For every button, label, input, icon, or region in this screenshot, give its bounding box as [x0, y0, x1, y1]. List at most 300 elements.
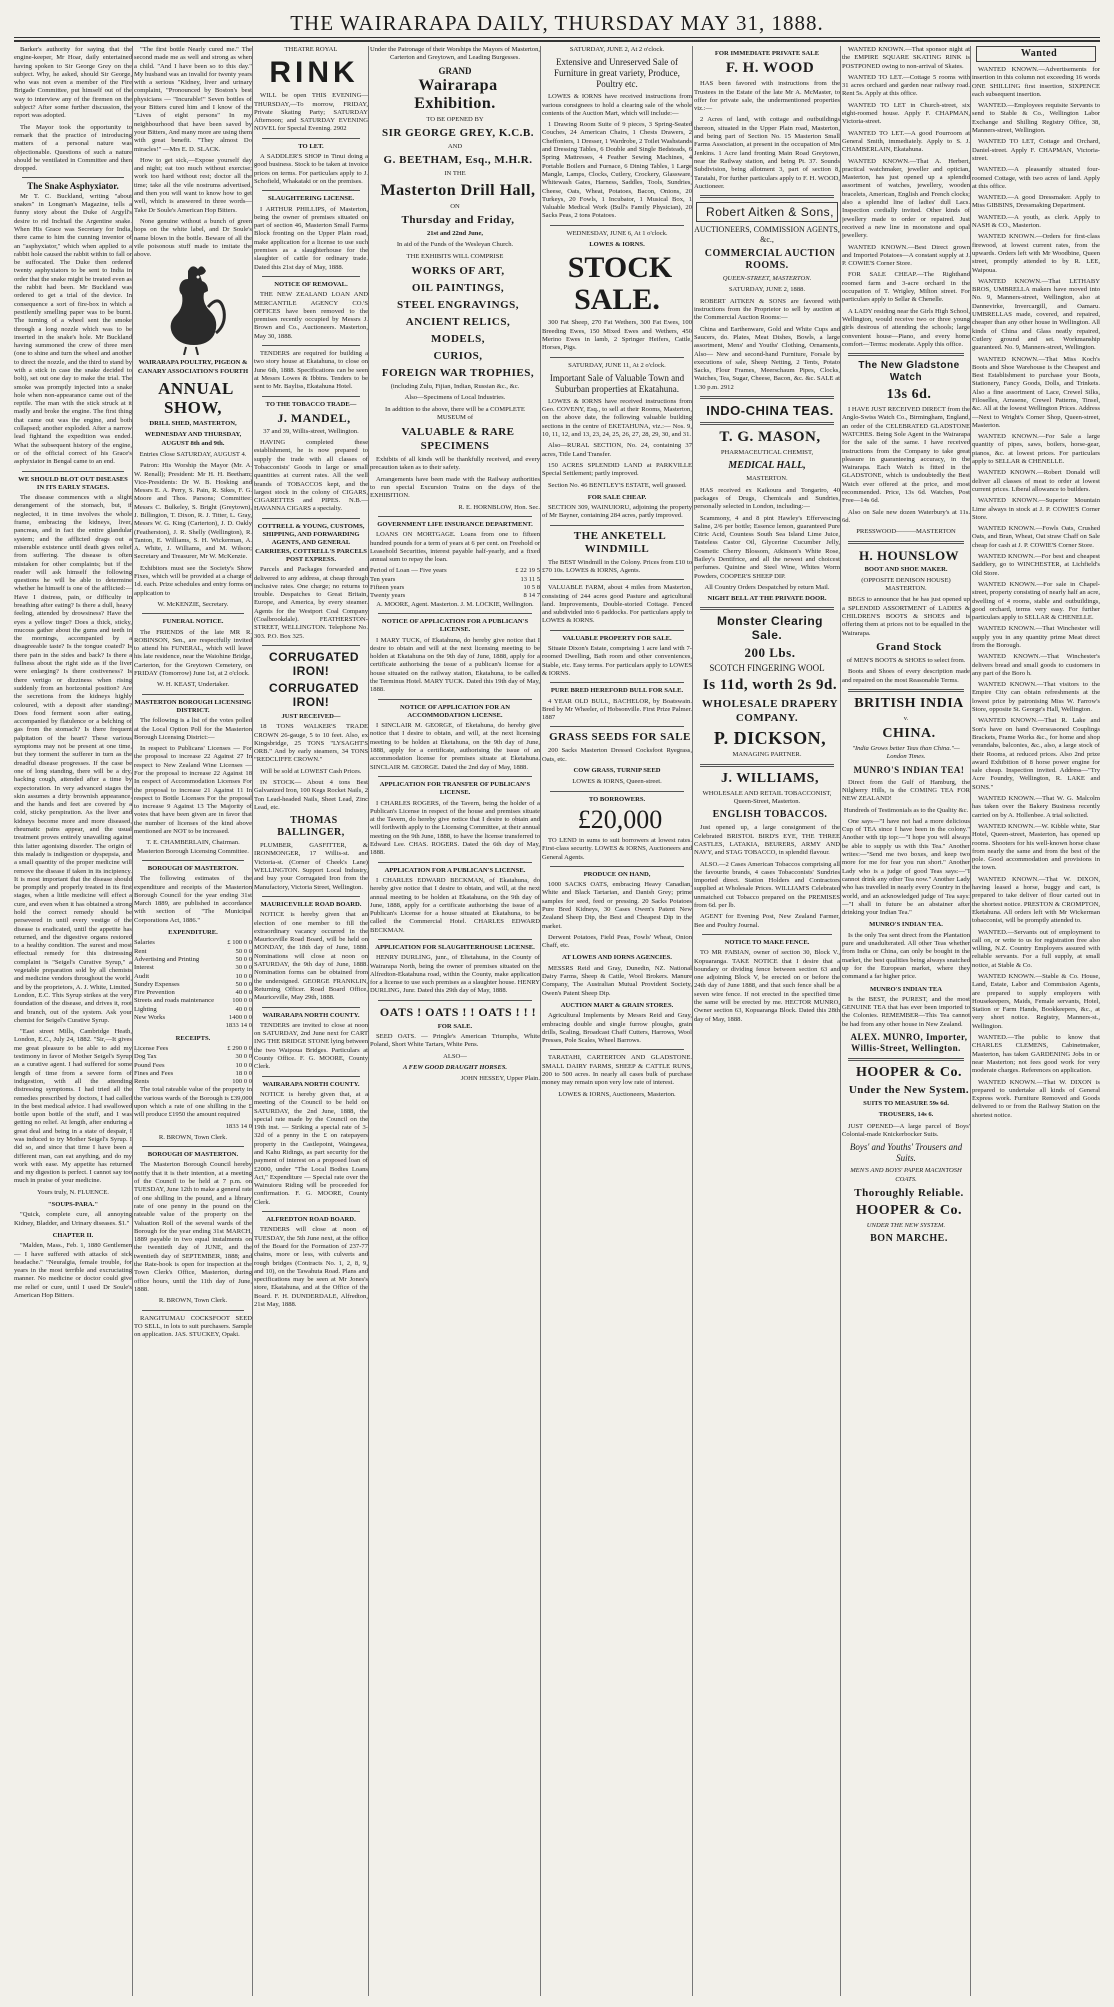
wanted-ad: WANTED KNOWN.—That W. DIXON, having leased a horse, buggy and cart, is prepared to take deliver of flour carted out in the shortest notice. PRESTON & CROMPTON, Eketahuna. All orders left with Mr Wickerman tobacconist, will be promptly attended to. [972, 875, 1100, 925]
wanted-ad: WANTED KNOWN.—That LETHABY BROS, UMBRELLA makers have moved into No. 9, Manners-street, Wellington, also at Dannevirke, Invercargill, and Oamaru. UMBRELLAS made, covered, and repaired, cheaper than any other house in Wellington. All kinds of China and Glass neatly repaired, Cutlery ground and set. Workmanship guaranteed. No. 9, Manners-street, Wellington. [972, 277, 1100, 352]
receipts-heading: RECEIPTS. [175, 1034, 211, 1042]
agencies-text: MESSRS Reid and Gray, Dunedin, NZ. National Dairy Farms, Sheep & Cattle, Wool Brokers. Manure Company, The Australian Mutual Provident Society, Owen's Patent Sheep Dip. [542, 964, 692, 997]
north-county-2-heading: WAIRARAPA NORTH COUNTY. [262, 1080, 360, 1088]
boys-trousers: Boys' and Youths' Trousers and Suits. [849, 1142, 963, 1164]
hounslow-address: (OPPOSITE DENISON HOUSE) MASTERTON. [861, 576, 951, 593]
dickson-title: MANAGING PARTNER. [732, 751, 802, 759]
expenditure-heading: EXPENDITURE. [168, 929, 218, 937]
iron-lines: 18 TONS WALKER'S TRADE CROWN 26-gauge, 5 to 10 feet. Also, ex Kingsbridge, 25 TONS "LYSAGHT'S ORB." And by early steamers, 34 TONS "REDCLIFFE CROWN." [254, 723, 368, 764]
bull-text: 4 YEAR OLD BULL, BACHELOR, by Boatswain. Bred by Mr Wheeler, of Hobsonville. First Prize Palmer. 1887 [542, 697, 692, 722]
loan-period-row [370, 576, 540, 584]
exhibit-oil: OIL PAINTINGS, [411, 281, 505, 294]
important-heading: Important Sale of Valuable Town and Suburban properties at Ekatahuna. [549, 372, 685, 394]
mason-text: HAS received ex Kaikoura and Tongariro, 40 packages of Drugs, Chemicals and Sundries, personally selected in London, including:— [694, 486, 840, 511]
exhibition-dates: 21st and 22nd June, [426, 230, 484, 238]
under-new-system: UNDER THE NEW SYSTEM. [866, 1221, 946, 1229]
mason-name: T. G. MASON, [719, 429, 821, 446]
for-sale-cheap-text: SECTION 309, WAINUIORU, adjoining the property of Mr Bayner, containing 284 acres, partly improved. [542, 504, 692, 520]
licensing-votes: In respect to Publicans' Licenses — For the proposal to increase 22 Against 27 In respect to New Zealand Wine Licenses — For the proposal to increase 22 Against 18 In respect of Accommodation Licenses For the proposal to increase 21 Against 11 In respect to Bottle Licenses For the proposal to increase 9 Against 13 The Majority of votes that have been given are in favor that the number of licenses of the kind above mentioned are NOT to be increased. [134, 745, 252, 836]
wanted-ad: WANTED KNOWN.—W. Kibble white, Star Hotel, Queen-street, Masterton, has opened up rooms. Shooters for his well-known horse chase from nearly the same and from the best of the pole. Good accommodation and provisions in the town. [972, 822, 1100, 872]
aitken-name: Robert Aitken & Sons, [696, 202, 838, 222]
aitken-date: SATURDAY, JUNE 2, 1888. [728, 286, 806, 294]
mens-coats: MEN'S AND BOYS' PAPER MACINTOSH COATS. [850, 1167, 962, 1183]
row-label: Twenty years [370, 592, 406, 600]
exhibit-complete: In addition to the above, there will be a COMPLETE MUSEUM of [385, 405, 525, 421]
wanted-ad: WANTED KNOWN.—Superior Mountain Lime always in stock at J. P. COWIE'S Corner Store. [972, 497, 1100, 521]
north-county-2-text: NOTICE is hereby given that, at a meeting of the Council to be held on SATURDAY, the 2nd June, 1888, the special rate made by the Council on the 19th inst. — Striking a special rate of 3-32d of a penny in the £ on ratepayers property in the Castlepoint, Waingawa, and Kahu Ridings, as part security for the payment of interest on a proposed loan of £2000, under "The Local Bodies Loans Act," Expenditure — Special rate over the Wainuioru Riding will be proceeded for confirmation. F. G. MOORE, County Clerk. [254, 1090, 368, 1206]
bull-heading: PURE BRED HEREFORD BULL FOR SALE. [550, 687, 684, 695]
exhibit-valuable: VALUABLE & RARE SPECIMENS [401, 426, 515, 453]
wanted-ad: WANTED KNOWN.—For sale in Chapel-street, property consisting of nearly half an acre, dwelling of 4 rooms, stable and outbuildings, good orchard, terms very easy. For further particulars apply to SELLAR & CHENELLE. [972, 580, 1100, 622]
on-label: ON [450, 202, 460, 210]
also-label: ALSO— [443, 1052, 467, 1060]
fence-heading: NOTICE TO MAKE FENCE. [724, 938, 810, 946]
rink-subtitle: THEATRE ROYAL [284, 46, 338, 53]
funeral-heading: FUNERAL NOTICE. [162, 618, 224, 626]
munro-heading: MUNRO'S INDIAN TEA! [853, 764, 965, 775]
row-label: Ten years [370, 575, 396, 583]
licensing-signature: T. E. CHAMBERLAIN, Chairman. Masterton Borough Licensing Committee. [137, 839, 249, 855]
row-amount: 50 0 0 [235, 947, 252, 955]
wanted-ad: WANTED.—Employees requisite Servants to send to Stable & Co., Wellington Labor Exchange and Shilling Registry Office, 38, Manners-street, Wellington. [972, 102, 1100, 135]
license-heading: NOTICE OF APPLICATION FOR A PUBLICAN'S LICENSE. [381, 617, 529, 634]
aitken-text: ROBERT AITKEN & SONS are favored with instructions from the Proprietor to sell by auction at the Commercial Auction Rooms:— [694, 297, 840, 322]
expenditure-row [134, 989, 252, 997]
slaughter-heading: SLAUGHTERING LICENSE. [267, 195, 355, 203]
wanted-ad: WANTED KNOWN.—Robert Donald will deliver all classes of meat to order at lowest current prices. Liberal allowance to builders. [972, 469, 1100, 493]
expenditure-row [134, 948, 252, 956]
cow-grass: COW GRASS, TURNIP SEED [573, 767, 661, 775]
hounslow-text: BEGS to announce that he has just opened up a SPLENDID ASSORTMENT of LADIES & CHILDREN'S BOOTS & SHOES and is offering them at prices not to be equalled in the Wairarapa. [842, 596, 970, 637]
oats-heading: OATS ! OATS ! ! OATS ! ! ! [379, 1004, 537, 1019]
row-amount: 40 0 0 [235, 989, 252, 997]
and-label: AND [447, 143, 463, 151]
mandel-address: 37 and 39, Willis-street, Wellington. [263, 427, 359, 435]
windmill-text: The BEST Windmill in the Colony. Prices from £10 to £70 10s. LOWES & IORNS, Agents. [542, 558, 692, 574]
gladstone-heading: The New Gladstone Watch [858, 360, 960, 384]
accom-text: I SINCLAIR M. GEORGE, of Eketahuna, do hereby give notice that I desire to obtain, and will, at the next licensing meeting to be holden at Eketahuna, on the 9th day of June, 1888, apply for a certificate, authorising the issue of an accommodation license for premises situate at Eketahuna. SINCLAIR M. GEORGE. Dated the 2nd day of May, 1888. [370, 722, 540, 771]
iron-note: Will be sold at LOWEST Cash Prices. [260, 767, 362, 775]
mauriceville-text: NOTICE is hereby given that an election of one member to fill the extraordinary vacancy occurred in the Mauriceville Road Board, will be held on MONDAY, the 18th day of June, 1888. Nominations will close at noon on SATURDAY, the 9th day of June, 1888. Nomination forms can be obtained from the undersigned. GEORGE FRANKLIN, Returning Officer. Road Board Office, Mauriceville, May 29th, 1888. [254, 911, 368, 1002]
exhibition-patron: Under the Patronage of their Worships the Mayors of Masterton, Carterton and Greytown, and Leading Burgesses. [370, 46, 541, 62]
article-text: The Mayor took the opportunity to remark that the practice of introducing matters of a personal nature was objectionable. Questions of such a nature should be ventilated in Committee and then dropped. [14, 123, 132, 173]
bentley-text: Section No. 46 BENTLEY'S ESTATE, well grassed. [548, 481, 687, 489]
receipts-row [134, 1045, 252, 1053]
gladstone-price: 13s 6d. [886, 387, 932, 403]
slaughterhouse-text: HENRY DURLING, junr., of Elietahuna, in the County of Wairarapa North, being the owner of premises situated on the Alfredton-Ekatahuna road, within the County, make application for a license to use such premises as a slaughter house. HENRY DURLING, Junr. Dated this 29th day of May, 1888. [370, 954, 540, 995]
show-note: Exhibitors must see the Society's Show Fixes, which will be provided at a charge of 1d. each. Prize schedules and entry forms on application to [134, 564, 252, 597]
govt-heading: GOVERNMENT LIFE INSURANCE DEPARTMENT. [377, 520, 533, 528]
row-amount: 50 0 0 [235, 955, 252, 963]
row-label: Salaries [134, 939, 155, 947]
ballinger-text: PLUMBER, GASFITTER, & IRONMONGER, 17 Willis-st. and Victoria-st. (Corner of Cheek's Lane) WELLINGTON. Support Local Industry, and buy your Corrugated Iron from the Manufactory, Victoria Street, Wellington. [254, 842, 368, 891]
alfredton-text: TENDERS will close at noon of TUESDAY, the 5th June next, at the office of the Board for the Formation of 237-77 chains, more or less, with culverts and rough bridges (Contracts No. 1, 2, 8, 9, and 10), on the Tawahuta Road. Plans and specifications may be seen at Mr Jones's store, Ekatahuna, and at the Office of the Board. F. H. DUNDERDALE, Alfredton, 21st May, 1888. [254, 1226, 368, 1309]
auction-text: Agricultural Implements by Messrs Reid and Gray, embracing double and single furrow ploughs, grain drills, Scaling, Broadcast Chaff Cutters, Harrows, Wool Presses, Pole Scales, Wheel Barrows. [542, 1012, 692, 1045]
will-comprise: THE EXHIBITS WILL COMPRISE [406, 252, 504, 260]
times-quote: "India Grows better Teas than China."— London Times. [852, 745, 960, 761]
munro3-heading: MUNRO'S INDIAN TEA. [869, 921, 943, 929]
north-county-heading: WAIRARAPA NORTH COUNTY. [262, 1011, 360, 1019]
borough-text: The following estimates of the expenditure and receipts of the Masterton Borough Council for the year ending 31st March 1889, are published in accordance with section of "The Municipal Corporations Act, 1886." [134, 875, 252, 924]
removal-text: THE NEW ZEALAND LOAN AND MERCANTILE AGENCY CO.'S OFFICES have been removed to the premises recently occupied by Messrs J. Brown and Co., Auctioneers. Masterton, May 30, 1888. [254, 291, 368, 340]
just-received: JUST RECEIVED— [281, 712, 341, 720]
williams-name: J. WILLIAMS, [721, 770, 819, 786]
row-amount: 40 0 0 [235, 1005, 252, 1013]
opener-beetham: G. BEETHAM, Esq., M.H.R. [383, 154, 533, 167]
wanted-ad: WANTED TO LET.—Cottage 5 rooms with 31 acres orchard and garden near railway road. Rent 5s. Apply at this office. [842, 73, 970, 98]
rural-text: Also—RURAL SECTION, No. 24, containing 37 acres, Title Land Transfer. [542, 442, 692, 458]
grand-stock-text: of MEN'S BOOTS & SHOES to select from. [846, 656, 966, 664]
stock-lines: 300 Fat Sheep, 270 Fat Wethers, 300 Fat Ewes, 100 Breeding Ewes, 150 Mixed Ewes and Wethers, 450 Merino Ewes in lamb, 2 Springer Heifers, Cattle, Horses, Pigs. [542, 319, 692, 352]
wanted-ad: WANTED KNOWN.—That Winchester's delivers bread and small goods to customers in any part of the Boro h. [972, 653, 1100, 677]
wanted-ad: WANTED KNOWN.—That Winchester will supply you in any quantity prime Meat direct from the Borough. [972, 625, 1100, 649]
expenditure-total: 1833 14 0 [225, 1022, 252, 1030]
wood-lines: 2 Acres of land, with cottage and outbuildings thereon, situated in the Upper Plain road, Masterton, and being part of Section No. 15 Masterton Small Farms Association, at present in the occupation of Mrs Jenkins. 1 Acre land fronting Main Road Greytown, near the Railway station, and being Pt. 37. Sounds Subdivision, being allotment 3, part of section 8, Taratahi, For further particulars apply to F. H. WOOD, Auctioneer. [694, 116, 840, 190]
row-label: Fire Prevention [134, 989, 175, 997]
trousers-price: TROUSERS, 14s 6. [878, 1111, 934, 1119]
borough2-text: The Masterton Borough Council hereby notify that it is their intention, at a meeting of the Council to be held at 7 p.m. on TUESDAY, June 12th to make a general rate of one shilling in the pound, and a library rate of one penny in the pound on the rateable value of the property on the Valuation Roll of the several wards of the Borough for the year ending 31st MARCH, 1889 payable in two equal instalments on the twentieth day of JUNE, and the twentieth day of SEPTEMBER, 1888; and the Rate-book is open for inspection at the Town Clerk's Office, Masterton, during office hours, until the 11th day of June, 1888. [134, 1161, 252, 1293]
row-amount: 1400 0 0 [228, 1014, 252, 1022]
exhibit-text: Exhibits of all kinds will be thankfully received, and every precaution taken as to their safety. [370, 456, 540, 472]
row-label: Sundry Expenses [134, 980, 180, 988]
opened-by: TO BE OPENED BY [426, 115, 484, 123]
publican-text: I CHARLES EDWARD BECKMAN, of Ekatahuna, do hereby give notice that I desire to obtain, and will, at the next annual meeting to be holden at Ekatahuna, on the 9th day of June, 1888, apply for a certificate authorising the issue of a Publican's License for a house situated at Ekatahuna, to be called the Commercial Hotel. CHARLES EDWARD BECKMAN. [370, 876, 540, 934]
venue: Masterton Drill Hall, [380, 181, 536, 199]
opener-grey: SIR GEORGE GREY, K.C.B. [382, 127, 534, 140]
article-heading: CHAPTER II. [52, 1231, 94, 1239]
wanted-heading: Wanted [976, 46, 1096, 62]
corrugated-heading: CORRUGATED IRON! [268, 649, 360, 678]
exhibit-models: MODELS, [431, 332, 485, 345]
private-sale-heading: FOR IMMEDIATE PRIVATE SALE [714, 50, 820, 57]
exhibit-ancient: ANCIENT RELICS, [405, 315, 511, 328]
exhibit-include: (including Zulu, Fijian, Indian, Russian &c., &c. [390, 382, 520, 390]
monster-sale-heading: Monster Clearing Sale. [716, 614, 823, 643]
aitken-auctioneers: AUCTIONEERS, COMMISSION AGENTS, &c., [694, 225, 840, 245]
article-heading: WE SHOULD BLOT OUT DISEASES IN ITS EARLY STAGES. [18, 475, 128, 491]
produce-text: 1000 SACKS OATS, embracing Heavy Canadian, White and Black Tartarian, and Danish Grey; prime samples for seed, feed or pressing. 20 Sacks Potatoes Pure Bred Kidneys, 30 Cases Owen's Patent New Zealand Sheep Dip, the Best and Cheapest Dip in the market. [542, 881, 692, 930]
tobacco-heading: TO THE TOBACCO TRADE— [265, 400, 357, 408]
munro-signature: ALEX. MUNRO, Importer, Willis-Street, Wellington. [850, 1032, 968, 1054]
expenditure-row [134, 1006, 252, 1014]
receipts-row [134, 1062, 252, 1070]
wanted-ad: WANTED KNOWN.—That A. Herbert, practical watchmaker, jeweller and optician, Masterton, has just opened up a splendid assortment of watches, jewellery, wooden bracelets, American, English and French clocks; also a splendid line of ladies' dull Lacs. Inspection cordially invited. Other kinds of jewellery made to order or repaired. Just received a new line in moonstone and opal jewellery. [842, 157, 970, 240]
mason-lines: Scammony, 4 and 8 pint Hawley's Effervescing Saline, 2/6 per bottle; Essence lemon, guaranteed Pure Citric Acid, Countess South Sea Island Lime Juice, Tasteless Castor Oil, Glycerine Cucumber Jelly, Cosmetic Cherry Blossom, Atkinson's White Rose, Bailey's Dentifrice, and all the newest and choicest perfumes. Quinine and Steel Wine, Whites Worm Powders, COOPER'S SHEEP DIP. [694, 514, 840, 580]
article-text: "Malden, Mass., Feb. 1, 1880 Gentlemen — I have suffered with attacks of sick headache." "Neuralgia, female trouble, for years in the most terrible and excruciating manner. No medicine or doctor could give me relief or cure, until I used Dr Soule's American Hop Bitters. [14, 1242, 132, 1300]
aitken-lines: China and Earthenware, Gold and White Cups and Saucers, do. Plates, Meat Dishes, Bowls, a large assortment, Mens' and Youths' Clothing, Ornaments, Also— New and second-hand Furniture, Forsale by executions of sale, Sheep Netting, 2 Tents, Potato Sacks, Flour Frames, Meerschaum Pipes, Clocks, Watches, Tea, Sugar, Cheese, Bacon, &c. &c. SALE at 1.30 p.m. 2912 [694, 325, 840, 391]
row-amount: 100 0 0 [232, 997, 252, 1005]
row-label: Streets and roads maintenance [134, 997, 215, 1005]
williams-title: WHOLESALE AND RETAIL TOBACCONIST, Queen-Street, Masterton. [702, 789, 832, 806]
accom-heading: NOTICE OF APPLICATION FOR AN ACCOMMODATION LICENSE. [400, 703, 510, 719]
stock-sale-heading: STOCK SALE. [567, 251, 673, 317]
wanted-ad: WANTED.—The public to know that CHARLES CLEMENS, Cabinetmaker, Masterton, has taken GARDENING Jobs in or near Masterton; not fees good work for very moderate charges. References on application. [972, 1034, 1100, 1075]
row-label: Rents [134, 1078, 150, 1086]
rink-text: WILL be open THIS EVENING—THURSDAY,—To morrow, FRIDAY, Private Skating Party; SATURDAY Afternoon; and SATURDAY EVENING NOVEL for Special Evening. 2902 [254, 92, 368, 133]
cow-grass-sign: LOWES & IORNS, Queen-street. [572, 778, 662, 786]
expenditure-row [134, 997, 252, 1005]
row-amount: 100 0 0 [232, 1078, 252, 1086]
column-1 [14, 46, 133, 1996]
show-place: DRILL SHED, MASTERTON, [149, 420, 237, 428]
corrugated-heading-2: CORRUGATED IRON! [268, 680, 360, 709]
licensing-text: The following is a list of the votes polled at the Local Option Poll for the Masterton Borough Licensing District:— [134, 717, 252, 741]
row-label: Fifteen years [370, 584, 405, 592]
row-amount: 10 5 8 [523, 584, 540, 592]
column-5 [542, 46, 693, 1996]
row-amount: 8 14 7 [523, 592, 540, 600]
tenders-text: TENDERS are required for building a two story house at Ekatahuna, to close on June 6th, 1888. Specifications can be seen at Messrs Lowes & Ibbins. Tenders to be sent to Mr. Bayliss, Ekatahuna Hotel. [254, 350, 368, 391]
exhibit-steel: STEEL ENGRAVINGS, [396, 298, 519, 311]
wanted-ad: WANTED.—A youth, as clerk. Apply to NASH & CO., Masterton. [972, 213, 1100, 230]
expenditure-row [134, 956, 252, 964]
row-amount: 10 0 0 [235, 972, 252, 980]
article-text: Barker's authority for saying that the engine-keeper, Mr Hoar, daily entertained having spoken to Sir George Grey on the subject. Why, he asked, should Sir George, who was not even a member of the Fire Brigade Committee, put himself out of the way to interview any of the firemen on the subject? After some further discussion, the report was adopted. [14, 46, 132, 120]
important-text: LOWES & IORNS have received instructions from Geo. COVENY, Esq., to sell at their Rooms, Masterton, on the above date, the following valuable building sections in the centre of EKETAHUNA, viz.:— Nos. 9, 10, 11, 12, and 13, 23, 24, 25, 26, 27, 28, 29, 30, and 31. [542, 397, 692, 439]
dickson-name: P. DICKSON, [713, 728, 827, 749]
gladstone-text-2: Also on Sale new dozen Waterbury's at 11s. 6d. [842, 508, 970, 524]
column-4 [370, 46, 541, 1996]
receipts-row [134, 1070, 252, 1078]
expenditure-table [134, 939, 252, 1022]
north-county-text: TENDERS are invited to close at noon on SATURDAY, 2nd June next for CART ING THE BRIDGE STONE lying between the two Waipoua Bridges. Particulars at County Office. F. G. MOORE, County Clerk. [254, 1021, 368, 1071]
wanted-ad: WANTED KNOWN.—That W. G. Malcolm has taken over the Bakery Business recently carried on by A. Hollenbee. A trial solicited. [972, 795, 1100, 819]
row-amount: 50 0 0 [235, 980, 252, 988]
row-amount: £ 22 19 5 [515, 567, 540, 575]
row-label: Pound Fees [134, 1061, 165, 1069]
row-amount: £ 100 0 0 [227, 939, 252, 947]
china-label: CHINA. [882, 726, 936, 742]
masthead [14, 8, 1100, 38]
ballinger-name: THOMAS BALLINGER, [277, 815, 345, 839]
british-india: BRITISH INDIA [854, 695, 964, 711]
receipts-total: 1833 14 0 [225, 1122, 252, 1130]
exhibit-curios: CURIOS, [433, 349, 483, 362]
row-label: Period of Loan — Five years [370, 567, 447, 575]
signature: Yours truly, N. FLUENCE. [37, 1188, 109, 1196]
exhibition-days: Thursday and Friday, [401, 214, 515, 227]
wanted-ad: WANTED.—A pleasantly situated four-roomed Cottage, with two acres of land. Apply at this office. [972, 166, 1100, 190]
sale-date: SATURDAY, JUNE 2, At 2 o'clock. [569, 46, 665, 53]
wanted-ad: WANTED KNOWN.—That sponsor night at the EMPIRE SQUARE SKATING RINK is POSTPONED owing to non-arrival of Skates. [842, 46, 970, 70]
night-bell: NIGHT BELL AT THE PRIVATE DOOR. [707, 595, 827, 603]
masthead-rule-thick [14, 40, 1100, 42]
wanted-ad: WANTED KNOWN.—Orders for first-class firewood, at lowest current rates, from the upwards. Orders left with Mr Woodbine, Queen street, promptly attended to by R. LEE, Waipoua. [972, 233, 1100, 274]
auction-heading: AUCTION MART & GRAIN STORES. [560, 1001, 674, 1009]
wanted-ad: WANTED KNOWN.—Stable & Co. House, Land, Estate, Labor and Commission Agents, are prepared to supply employers with Housekeepers, Maids, Female servants, Hotel, Station or Farm Hands, Bookkeepers, &c., at very short notice. Registry, Manners-st., Wellington. [972, 972, 1100, 1030]
expenditure-row [134, 973, 252, 981]
row-label: License Fees [134, 1044, 169, 1052]
show-committee: Patron: His Worship the Mayor (Mr. A. W. Renall); President: Mr H. H. Beetham; Vice-Presidents: Dr W. B. Hosking and Messrs E. A. Perry, S. Pain, R. Sikes, F. G. Moore and Thos. Parsons; Committee: Messrs C. Bulkeley, S. Bright (Greytown), J. Billington, T. Dixon, R. J. Titter, L. Gray, Messrs W. G. King (Carterton), J. D. Oakly (Featherston), J. R. Shelly (Wellington), R. Tanton, E. Williams, S. H. Wickerman, A. A. White, J. Williams, and M. Wilson; Secretary and Treasurer, Mr W. McKenzie. [134, 462, 252, 561]
row-amount: £ 290 0 0 [227, 1044, 252, 1052]
row-label: Lighting [134, 1005, 157, 1013]
show-title: ANNUAL SHOW, [158, 379, 234, 418]
english-tobaccos: ENGLISH TOBACCOS. [712, 809, 828, 821]
hooper-name-2: HOOPER & Co. [856, 1202, 962, 1218]
exhibit-arrangements: Arrangements have been made with the Railway authorities to run special Excursion Trains on the days of the EXHIBITION. [370, 475, 540, 500]
extensive-heading: Extensive and Unreserved Sale of Furniture in great variety, Produce, Poultry etc. [554, 57, 680, 90]
exhibit-specimens: Also—Specimens of Local Industries. [404, 394, 506, 402]
wanted-ad: FOR SALE CHEAP.—The Righthand roomed farm and 3-acre orchard in the occupation of T. Wrigley, Milton street. For particulars apply to Sellar & Chenelle. [842, 271, 970, 304]
property-heading: VALUABLE PROPERTY FOR SALE. [562, 634, 672, 642]
presswood: PRESSWOOD———MASTERTON [856, 528, 956, 536]
funeral-signature: W. H. KEAST, Undertaker. [157, 681, 229, 689]
mason-note: All Country Orders Despatched by return Mail. [704, 583, 830, 591]
row-label: Audit [134, 972, 150, 980]
publican-heading: APPLICATION FOR A PUBLICAN'S LICENSE. [384, 866, 526, 874]
row-label: Advertising and Printing [134, 955, 200, 963]
mauriceville-heading: MAURICEVILLE ROAD BOARD. [260, 900, 362, 908]
scotch-wool: SCOTCH FINGERING WOOL [709, 663, 825, 674]
mason-title: PHARMACEUTICAL CHEMIST, [720, 449, 814, 457]
munro4-text: Is the BEST, the PUREST, and the most GENUINE TEA that has ever been imported to the Colonies. REMEMBER—This Tea cannot be had from any other house in New Zealand. [842, 995, 970, 1028]
exhibition-title: Wairarapa Exhibition. [414, 76, 498, 112]
loan-period-row [370, 584, 540, 592]
slaughterhouse-heading: APPLICATION FOR SLAUGHTERHOUSE LICENSE. [375, 944, 535, 951]
newspaper-title: THE WAIRARAPA DAILY, THURSDAY MAY 31, 1888. [290, 10, 824, 35]
article-heading: The Snake Asphyxiator. [27, 181, 119, 192]
aitken-rooms: COMMERCIAL AUCTION ROOMS. [704, 248, 836, 272]
grand-label: GRAND [438, 65, 472, 76]
english-text-2: ALSO.—2 Cases American Tobaccos comprising all the favourite brands, 4 cases Tobacconists' Sundries imported direct. Station Holders and Contractors supplied at Wholesale Prices. WILLIAM'S Celebrated unmatched cut Tobacco prepared on the PREMISES from 6d. per lb. [694, 860, 840, 910]
grand-stock-heading: Grand Stock [876, 640, 942, 653]
funeral-text: The FRIENDS of the late MR R. ROBINSON, Sen., are respectfully invited to attend his FUNERAL, which will leave his late residence, near the Waiohine Bridge, Carterton, for the Greytown Cemetery, on FRIDAY (Tomorrow) June 1st, at 2 o'clock. [134, 628, 252, 678]
borough-heading: BOROUGH OF MASTERTON. [147, 864, 239, 872]
parkville-text: 150 ACRES SPLENDID LAND at PARKVILLE Special Settlement; partly improved. [542, 461, 692, 478]
loan-periods-table [370, 567, 540, 600]
munro4-heading: MUNRO'S INDIAN TEA [869, 985, 943, 993]
wanted-ad: WANTED KNOWN.—Best Direct grown and Imported Potatoes—A constant supply at J. P. COWIE'S Corner Store. [842, 243, 970, 268]
money-amount: £20,000 [577, 804, 663, 834]
wanted-ad: WANTED KNOWN.—For best and cheapest Saddlery, go to WINCHESTER, at Lichfield's Old Store. [972, 553, 1100, 577]
produce-heading: PRODUCE ON HAND, [583, 870, 651, 878]
wanted-ad: WANTED TO LET in Church-street, six eight-roomed house. Apply F. CHAPMAN, Victoria-street. [842, 101, 970, 126]
article-text: Mr T. C. Buckland, writing "about snakes" in Longman's Magazine, tells a funny story about the Duke of Argyll's desire to rid Inchtail the Argentine snake. When His Grace was Secretary for India, there came to him the cunning inventor of an "asphyxiator," which when applied to a rabbit hole caused the rabbit within to fall or be suffocated. The Duke then ordered twenty asphyxiators to be sent to India in order that the snake might be treated even as the rabbit had been. Mr Buckland was ordered to get a trial of the device. In consequence a sort of fire-box in which a pestilently smelling paper was to be burnt. The turning of a wheel sent the smoke through a long nozzle which was to be inserted in the snake's hole. Mr Buckland having summoned the crew of three men (one to shine and turn the wheel and another to direct the nozzle, and the third to stand by with a stick in case the snake decided to bolt), set out one day to make the trial. The smoke was promptly injected into a snake hole when non-appearance came out of the reptile. The man with the stick struck at it madly and broke the engine. The first thing that came out was the engine, and both collapsed; another exploded. After a narrow lead fightand the expedition was ended. What the subsequent history of the engine, or of the official correct of his Grace's asphyxiator in Bengal came to an end. [14, 192, 132, 466]
cocksfoot-ad: RANGITUMAU COCKSFOOT SEED TO SELL, in lots to suit purchasers. Sample on application. JAS. STUCKEY, Opaki. [134, 1314, 252, 1339]
mandel-text: HAVING completed these establishment, he is now prepared to supply the trade with all classes of Tobacconists' Goods in large or small quantities at current rates. All the well brands of TOBACCOS kept, and the largest stock in the colony of CIGARS, CIGARETTES and PIPES. N.B.—HAVANNA CIGARS a specialty. [254, 439, 368, 513]
money-text: TO LEND in sums to suit borrowers at lowest rates. First-class security. LOWES & IORNS, Auctioneers and General Agents. [542, 836, 692, 861]
wanted-ad: WANTED TO LET.—A good Fourroom at General Smith, immediately. Apply to S. J. CHAMBERLAIN, Ekatahuna. [842, 129, 970, 154]
expenditure-row [134, 939, 252, 947]
borough2-heading: BOROUGH OF MASTERTON. [147, 1151, 239, 1159]
column-7 [842, 46, 971, 1996]
in-the-label: IN THE [444, 170, 466, 178]
taratahi-signature: LOWES & IORNS, Auctioneers, Masterton. [558, 1090, 676, 1098]
rooster-illustration [158, 263, 228, 355]
gladstone-text: I HAVE JUST RECEIVED DIRECT from the Anglo-Swiss Watch Co., Birmingham, England, an order of the CELEBRATED GLADSTONE WATCHES. Being Sole Agent in the Wairarapa for the sale of the same. I have received instructions from the Company to take great pleasure in guaranteeing accuracy, in the Wairarapa. Each Watch is fitted in the GLADSTONE, which is undoubtedly the Best Watch ever offered at the price, and most recommended. Price, 13s 6d. Watches, Post Free—14s 6d. [842, 406, 970, 505]
borrowers-heading: TO BORROWERS. [588, 795, 646, 803]
english-text: Just opened up, a large consignment of the Celebrated BRISTOL BIRD'S EYE, THE THREE CASTLES, LATAKIA, BEURERS, ARMY AND NAVY, and STAG TOBACCO, in splendid flavour. [694, 824, 840, 857]
lbs-label: 200 Lbs. [744, 645, 796, 661]
wanted-ad: WANTED KNOWN.—Fowls Oats, Crushed Oats, and Bran, Wheat, Oat straw Chaff on Sale cheap for cash at J. P. COWIE'S Corner Store. [972, 525, 1100, 549]
receipts-note: The total rateable value of the property in the various wards of the Borough is £39,000 upon which a rate of one shilling in the £ will produce £1950 the amount required [134, 1086, 252, 1119]
show-date: WEDNESDAY AND THURSDAY, AUGUST 8th and 9th. [144, 431, 242, 447]
grass-heading: GRASS SEEDS FOR SALE [549, 731, 691, 744]
taratahi-text: TARATAHI, CARTERTON AND GLADSTONE. SMALL DAIRY FARMS, SHEEP & CATTLE RUNS, 200 to 500 acres. In nearly all cases bulk of purchase money may remain upon very low rate of interest. [542, 1054, 692, 1087]
farm-text: VALUABLE FARM, about 4 miles from Masterton, consisting of 244 acres good Pasture and agricultural land. Improvements, Double-storied Cottage. Fenced and subdivided into 6 paddocks. For particulars apply to LOWES & IORNS. [542, 584, 692, 625]
borough2-signature: R. BROWN, Town Clerk. [158, 1297, 228, 1305]
receipts-table [134, 1045, 252, 1086]
column-3 [254, 46, 369, 1996]
row-amount: 18 0 0 [235, 1069, 252, 1077]
reliable-label: Thoroughly Reliable. [854, 1186, 964, 1199]
wanted-ad: WANTED KNOWN.—That Miss Koch's Boots and Shoe Warehouse is the Cheapest and Best Establishment to purchase your Boots, Stationery, Fancy Goods, Dolls, and Trinkets. Also a fine assortment of Lace, Crewel Silks, Filoselles, Arrasene, Crewel Patterns, Tinsel, &c. All at the lowest Wellington Prices. Address—Next to Wright's Corner Shop, Queen-street, Masterton. [972, 355, 1100, 429]
govt-text: LOANS ON MORTGAGE. Loans from one to fifteen hundred pounds for a term of years at 6 per cent. on Freehold or Leasehold Securities, interest payable half-yearly, and a fixed annual sum to repay the loan. [370, 531, 540, 564]
wood-name: F. H. WOOD [725, 60, 815, 77]
versus-label: v. [903, 714, 909, 722]
rink-title: RINK [269, 56, 359, 90]
row-label: New Works [134, 1014, 166, 1022]
exhibit-signature: R. E. HORNBLOW, Hon. Sec. [458, 503, 540, 511]
column-2 [134, 46, 253, 1996]
row-label: Dog Tax [134, 1053, 157, 1061]
borough-signature: R. BROWN, Town Clerk. [158, 1133, 228, 1141]
munro3-text: Is the only Tea sent direct from the Plantation pure and unadulterated. All other Teas whether from India or China, can only be bought in the market, the best qualities being always snatched up for the European market, where they command a far higher price. [842, 931, 970, 981]
seed-oats-text: SEED OATS. — Pringle's American Triumphs, White Poland, Short White Tartars, White Pens. [370, 1033, 540, 1049]
wanted-ad: WANTED TO LET, Cottage and Orchard, Daniel-street. Apply F. CHAPMAN, Victoria-street. [972, 138, 1100, 162]
wanted-ad: WANTED.—Servants out of employment to call on, or write to us for registration free also willing, N.Z. Country Employers assured with reliable servants. For a full supply, at small notice, at Stable & Co. [972, 928, 1100, 969]
wanted-ad: WANTED KNOWN.—For Sale a large quantity of pipes, saws, boilers, horse-gear, pianos, &c. at lowest prices. For particulars apply to SELLAR & CHENELLE. [972, 433, 1100, 466]
show-signature: W. McKENZIE, Secretary. [157, 600, 229, 608]
for-sale-label: FOR SALE. [437, 1022, 473, 1030]
to-let-text: A SADDLER'S SHOP in Tinui doing a good business. Stock to be taken at invoice prices on terms. For particulars apply to J. Schofield, Whakataki or on the premises. [254, 153, 368, 185]
exhibition-aid: In aid of the Funds of the Wesleyan Church. [396, 241, 514, 249]
wanted-ad: WANTED.—A good Dressmaker. Apply to Miss GIBBINS, Dressmaking Department. [972, 194, 1100, 210]
show-organizer: WAIRARAPA POULTRY, PIGEON & CANARY ASSOCIATION'S FOURTH [137, 359, 249, 375]
to-let-heading: TO LET. [298, 142, 324, 150]
hounslow-trade: BOOT AND SHOE MAKER. [864, 565, 948, 573]
slaughter-text: I ARTHUR PHILLIPS, of Masterton, being the owner of premises situated on part of section 46, Masterton Small Farms Block fronting on the Upper Plain road, make application for a license to use such premises as a slaughterhouse for the slaughter of cattle for ordinary trade. Dated this 21st day of May, 1888. [254, 205, 368, 271]
row-label: Fines and Fees [134, 1069, 174, 1077]
for-sale-cheap-heading: FOR SALE CHEAP. [587, 493, 647, 501]
row-amount: 10 0 0 [235, 1061, 252, 1069]
wood-text: HAS been favored with instructions from the Trustees in the Estate of the late Mr A. McMaster, to offer for private sale, the undermentioned properties viz.:— [694, 80, 840, 113]
property-sale-date: SATURDAY, JUNE 11, At 2 o'clock. [568, 361, 666, 369]
masthead-rule [14, 37, 1100, 38]
stock-sale-date: WEDNESDAY, JUNE 6, At 1 o'clock. [566, 229, 668, 237]
wanted-ad: WANTED KNOWN.—Advertisements for insertion in this column not exceeding 16 words ONE SHILLING first insertion, SIXPENCE each subsequent insertion. [972, 66, 1100, 98]
lowes-iorns: LOWES & IORNS. [589, 241, 645, 249]
grass-text: 200 Sacks Masterton Dressed Cocksfoot Ryegrass, Oats, etc. [542, 747, 692, 763]
aitken-street: QUEEN-STREET, MASTERTON. [722, 275, 812, 283]
mandel-name: J. MANDEL, [277, 410, 351, 425]
wanted-ad: A LADY residing near the Girls High School, Wellington, would receive two or three young girls desirous of attending the schools; large convenient house—Piano, and every home comfort—Terms: moderate. Apply this office. [842, 307, 970, 348]
wanted-ad: WANTED KNOWN.—That R. Lake and Son's have on hand Overseasoned Couplings Brackets, Frame Works &c., for home and shop verandahs, balconies, &c., also, a large stock of their Rooms, at reduced prices. Also 2nd prize award Exhibition of 8 horse power engine for sale cheap. Inspection invited. Address—"Try Acre Foundry, Wellington, R. LAKE and SONS." [972, 717, 1100, 791]
draught-horses: A FEW GOOD DRAUGHT HORSES. [402, 1063, 508, 1071]
wanted-ad: WANTED KNOWN.—That W. DIXON is prepared to undertake all kinds of General Express work. Furniture Removed and Goods delivered to or from the Railway Station on the shortest notice. [972, 1078, 1100, 1119]
row-amount: 30 0 0 [235, 1053, 252, 1061]
receipts-row [134, 1078, 252, 1086]
boots-text: Boots and Shoes of every description made and repaired on the most Reasonable Terms. [842, 668, 970, 684]
indo-china-heading: INDO-CHINA TEAS. [706, 403, 834, 419]
fowls-text: Derwent Potatoes, Field Peas, Fowls' Wheat, Onion Chaff, etc. [542, 933, 692, 950]
article-text: How to get sick,—Expose yourself day and night; eat too much without exercise; work too hard without rest; doctor all the time; take all the vile nostrums advertised, and then you will want to know how to get well, which is answered in three words—Take Dr Soule's American Hop Bitters. [134, 156, 252, 214]
wool-price: Is 11d, worth 2s 9d. [702, 677, 838, 694]
row-amount: 30 0 0 [235, 964, 252, 972]
row-label: Interest [134, 964, 154, 972]
article-heading: "SOUPS-PARA." [47, 1201, 99, 1209]
newspaper-page [14, 46, 1100, 1996]
extensive-text: LOWES & IORNS have received instructions from various consignees to hold a clearing sale of the whole contents of the Auction Mart, which will include:— [542, 93, 692, 117]
property-text: Situate Dixon's Estate, comprising 1 acre land with 7-roomed Dwelling, Bath room and other conveniences, Stable, etc. Easy terms. For particulars apply to LOWES & IORNS. [542, 645, 692, 677]
article-text: "Quick, complete cure, all annoying Kidney, Bladder, and Urinary diseases. $1." [14, 1211, 132, 1227]
cottrell-heading: COTTRELL & YOUNG, CUSTOMS, SHIPPING, AND FORWARDING AGENTS, AND GENERAL CARRIERS, COTTRELL'S PARCELS POST EXPRESS. [255, 522, 367, 563]
wholesale-drapery: WHOLESALE DRAPERY COMPANY. [701, 698, 839, 725]
expenditure-row [134, 1014, 252, 1022]
loan-period-row [370, 567, 540, 575]
row-amount: 13 11 5 [520, 575, 540, 583]
suits-price: SUITS TO MEASURE 59s 6d. [863, 1100, 949, 1108]
